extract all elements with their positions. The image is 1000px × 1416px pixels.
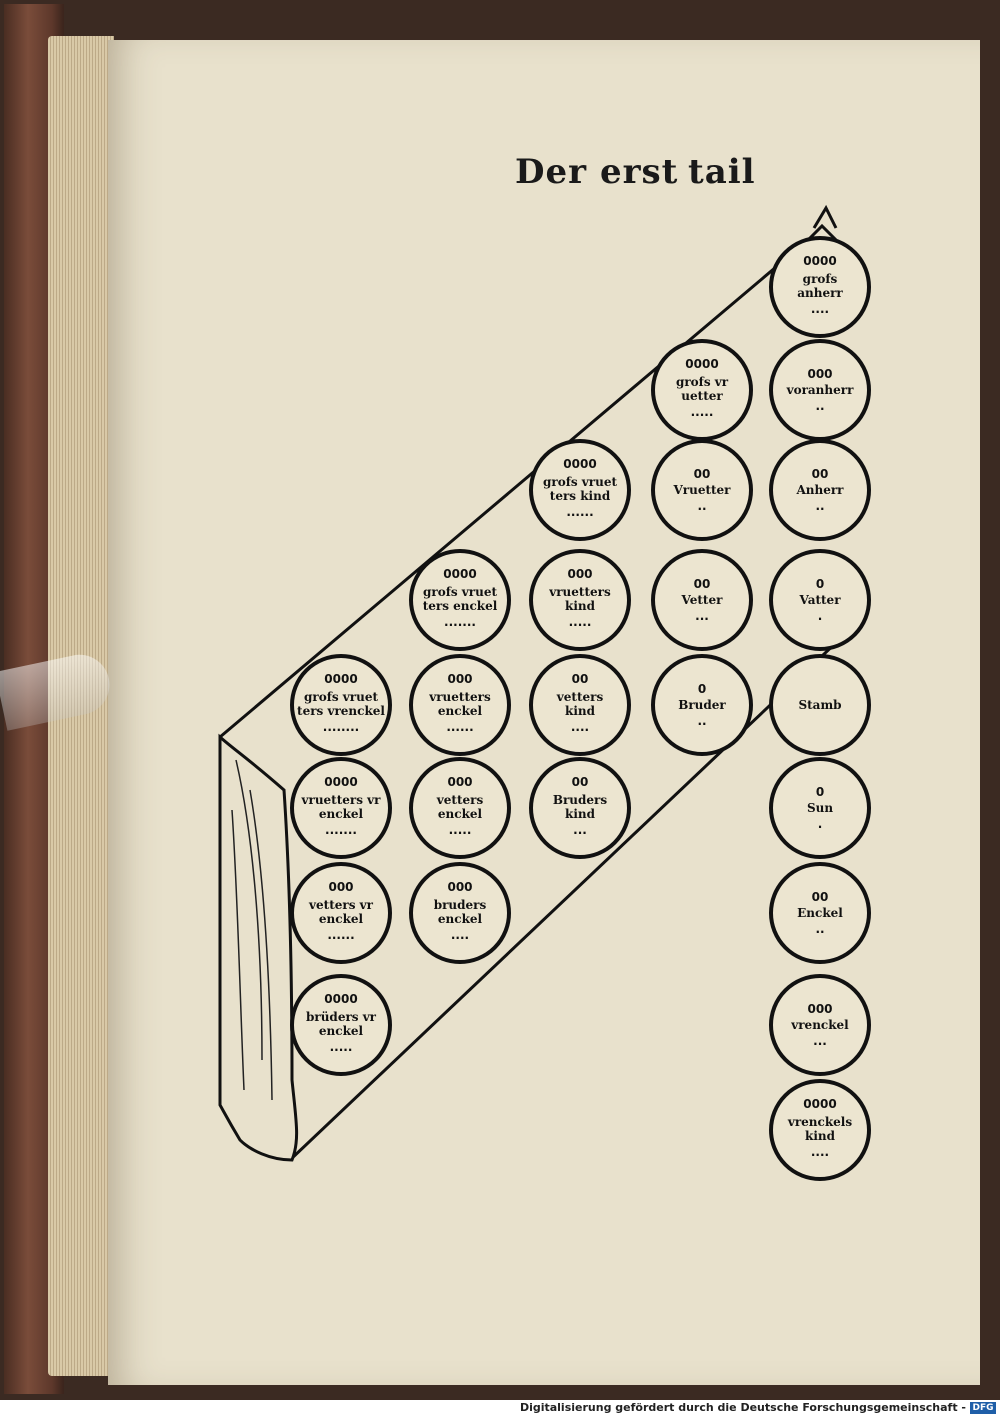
kinship-node (653, 551, 751, 649)
kinship-node (411, 759, 509, 857)
node-degree-top: 000 (807, 367, 833, 381)
node-label: ters enckel (422, 599, 498, 613)
node-degree-top: 0 (697, 682, 707, 696)
kinship-node (292, 976, 390, 1074)
node-label: grofs vruet (422, 585, 498, 599)
node-label: kind (565, 807, 595, 821)
node-label: vruetters (549, 585, 611, 599)
node-degree-top: 00 (571, 775, 589, 789)
node-label: Bruders (552, 793, 608, 807)
node-degree-bottom: .... (810, 302, 830, 316)
node-degree-top: 0000 (803, 254, 837, 268)
node-degree-top: 0 (815, 577, 825, 591)
kinship-node (771, 238, 869, 336)
node-degree-bottom: ..... (329, 1040, 353, 1054)
node-degree-top: 0000 (563, 457, 597, 471)
kinship-node (292, 656, 390, 754)
node-degree-bottom: ...... (327, 928, 355, 942)
kinship-node (531, 656, 629, 754)
kinship-node (292, 864, 390, 962)
node-degree-bottom: ... (695, 609, 709, 623)
node-label: anherr (797, 286, 843, 300)
node-degree-bottom: ....... (325, 823, 357, 837)
node-label: enckel (437, 807, 483, 821)
node-label: vrenckel (791, 1018, 849, 1032)
node-degree-top: 000 (807, 1002, 833, 1016)
footer-bar (0, 1400, 1000, 1416)
node-label: enckel (437, 704, 483, 718)
node-label: brüders vr (305, 1010, 377, 1024)
node-label: vrenckels (787, 1115, 853, 1129)
node-degree-bottom: ...... (566, 505, 594, 519)
kinship-node (531, 441, 629, 539)
dfg-logo: DFG (970, 1402, 996, 1414)
node-degree-top: 000 (567, 567, 593, 581)
kinship-node (531, 759, 629, 857)
node-label: kind (565, 599, 595, 613)
node-degree-bottom: ... (813, 1034, 827, 1048)
node-label: Vetter (681, 593, 723, 607)
kinship-node (771, 656, 869, 754)
node-degree-bottom: . (817, 817, 823, 831)
node-degree-top: 0000 (324, 672, 358, 686)
node-label: Vruetter (673, 483, 731, 497)
kinship-node (771, 551, 869, 649)
kinship-node (653, 441, 751, 539)
node-degree-bottom: ........ (322, 720, 360, 734)
node-degree-top: 000 (447, 672, 473, 686)
nodes-layer (292, 238, 869, 1179)
node-degree-bottom: ....... (444, 615, 476, 629)
node-degree-bottom: ..... (448, 823, 472, 837)
kinship-node (771, 1081, 869, 1179)
kinship-node (411, 864, 509, 962)
node-degree-bottom: .. (815, 399, 825, 413)
node-degree-bottom: .... (570, 720, 590, 734)
heading-word-2: erst (600, 152, 679, 192)
node-label: grofs vr (675, 375, 729, 389)
kinship-node (653, 341, 751, 439)
node-label: vetters (556, 690, 604, 704)
node-degree-bottom: ..... (568, 615, 592, 629)
node-label: ters vrenckel (297, 704, 385, 718)
node-degree-top: 00 (693, 577, 711, 591)
node-label: Anherr (796, 483, 844, 497)
node-degree-top: 000 (447, 775, 473, 789)
node-label: vruetters (429, 690, 491, 704)
node-label: kind (565, 704, 595, 718)
node-label: ters kind (549, 489, 611, 503)
node-label: Enckel (797, 906, 843, 920)
node-label: enckel (318, 807, 364, 821)
node-label: uetter (681, 389, 723, 403)
node-degree-bottom: . (817, 609, 823, 623)
node-label: grofs vruet (303, 690, 379, 704)
node-degree-bottom: .. (697, 714, 707, 728)
node-degree-bottom: .. (815, 922, 825, 936)
node-degree-top: 0000 (324, 992, 358, 1006)
node-degree-bottom: ... (573, 823, 587, 837)
node-degree-top: 0000 (803, 1097, 837, 1111)
scroll-curl (220, 737, 297, 1160)
kinship-node (771, 341, 869, 439)
node-label: voranherr (786, 383, 854, 397)
node-degree-bottom: .... (810, 1145, 830, 1159)
node-degree-bottom: .. (815, 499, 825, 513)
node-degree-top: 0 (815, 785, 825, 799)
kinship-node (653, 656, 751, 754)
kinship-node (411, 656, 509, 754)
node-degree-top: 0000 (685, 357, 719, 371)
node-degree-top: 000 (447, 880, 473, 894)
heading-word-3: tail (688, 152, 756, 192)
node-label: kind (805, 1129, 835, 1143)
node-label: Vatter (799, 593, 841, 607)
kinship-node (411, 551, 509, 649)
node-degree-top: 00 (693, 467, 711, 481)
kinship-node (771, 976, 869, 1074)
footer-text: Digitalisierung gefördert durch die Deutsche Forschungsgemeinschaft - (519, 1401, 966, 1414)
node-label: Stamb (798, 698, 842, 712)
kinship-node (771, 864, 869, 962)
node-label: vruetters vr (301, 793, 381, 807)
node-label: vetters (436, 793, 484, 807)
node-degree-bottom: ...... (446, 720, 474, 734)
node-degree-top: 0000 (443, 567, 477, 581)
node-degree-bottom: .. (697, 499, 707, 513)
heading-word-1: Der (515, 152, 588, 192)
node-degree-top: 0000 (324, 775, 358, 789)
node-degree-bottom: ..... (690, 405, 714, 419)
node-label: vetters vr (309, 898, 373, 912)
node-label: grofs (802, 272, 838, 286)
kinship-node (771, 441, 869, 539)
node-label: enckel (318, 912, 364, 926)
node-label: grofs vruet (542, 475, 618, 489)
node-label: enckel (318, 1024, 364, 1038)
node-label: Bruder (678, 698, 726, 712)
node-label: bruders (433, 898, 487, 912)
node-label: Sun (806, 801, 834, 815)
kinship-node (292, 759, 390, 857)
node-degree-top: 00 (811, 890, 829, 904)
node-label: enckel (437, 912, 483, 926)
node-degree-bottom: .... (450, 928, 470, 942)
node-degree-top: 000 (328, 880, 354, 894)
kinship-node (771, 759, 869, 857)
node-degree-top: 00 (811, 467, 829, 481)
node-degree-top: 00 (571, 672, 589, 686)
kinship-node (531, 551, 629, 649)
